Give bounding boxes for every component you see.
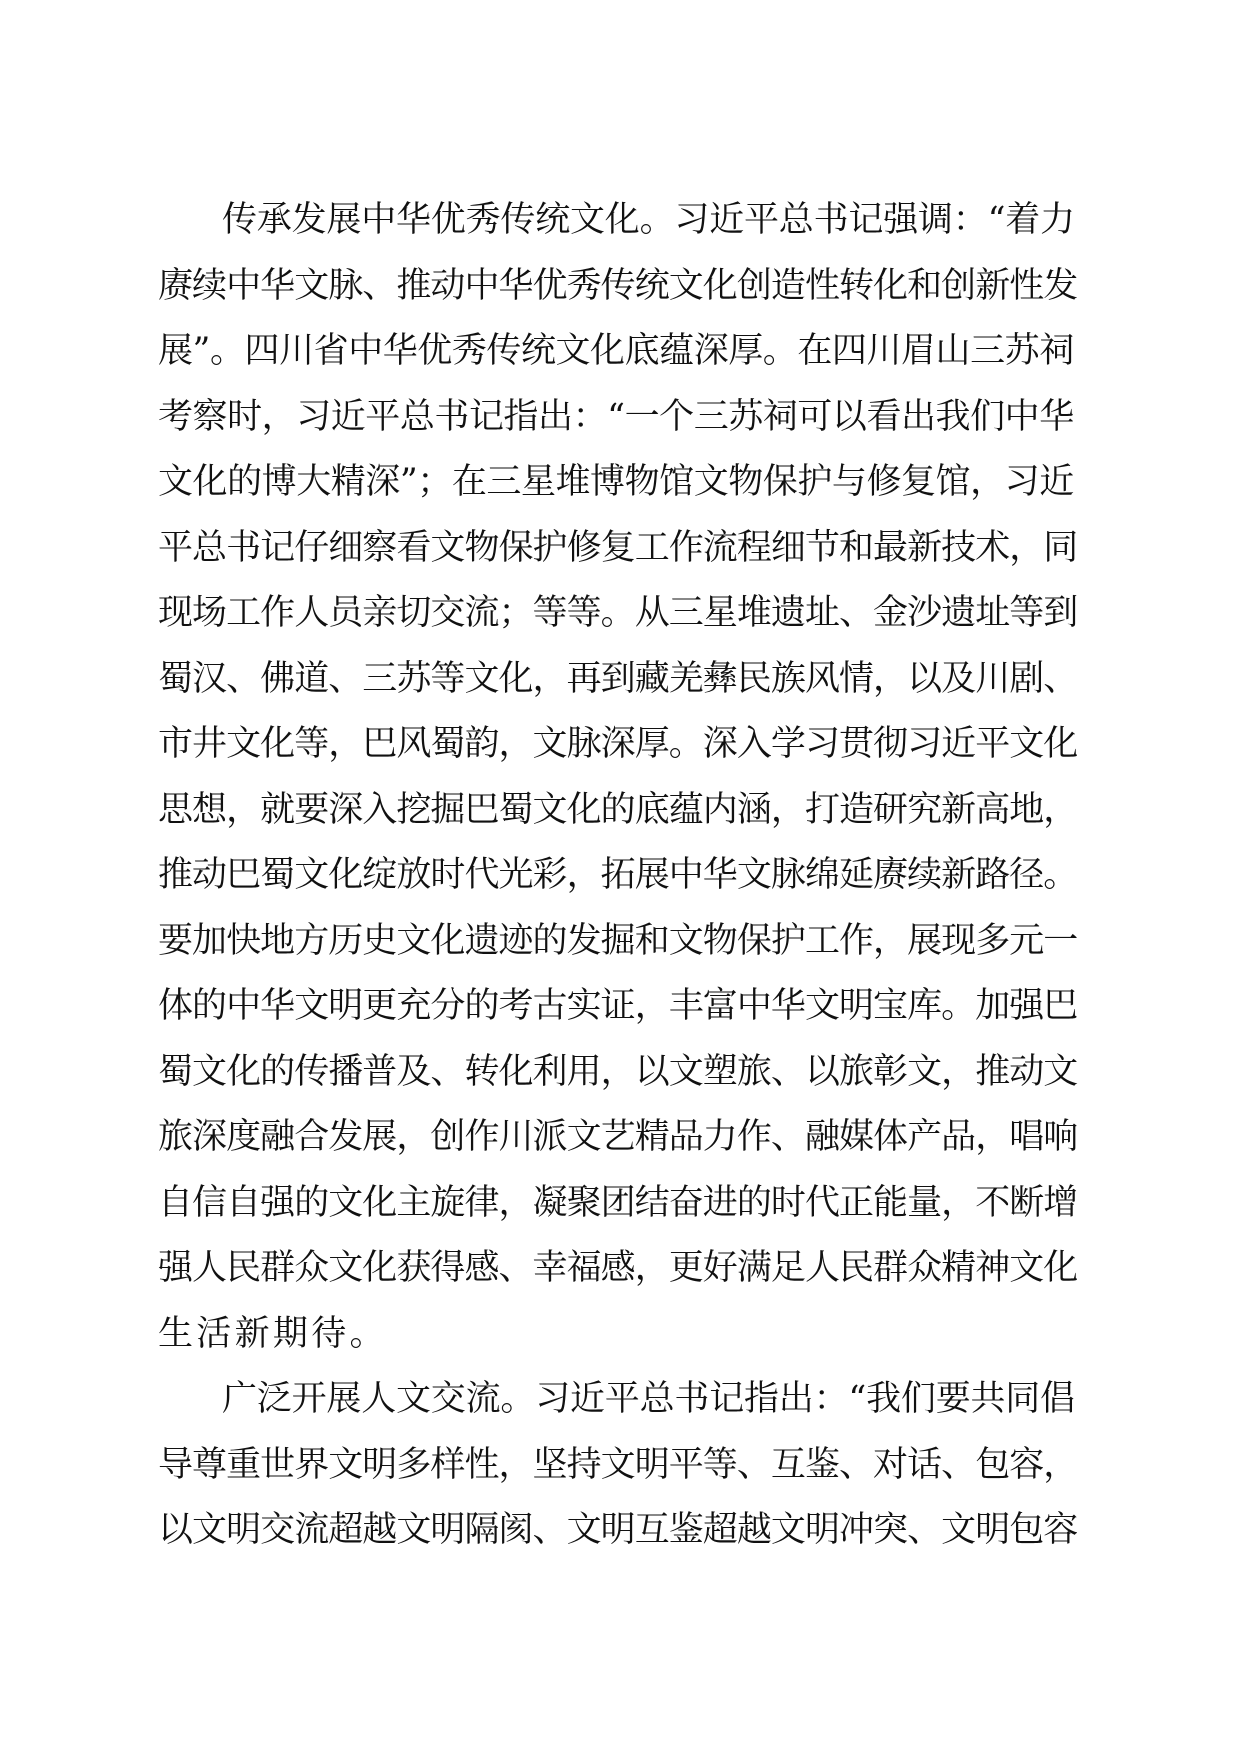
text-line: 传承发展中华优秀传统文化。习近平总书记强调：“着力 (222, 200, 1075, 240)
text-line: 现场工作人员亲切交流；等等。从三星堆遗址、金沙遗址等到 (158, 593, 1078, 633)
text-line: 强人民群众文化获得感、幸福感，更好满足人民群众精神文化 (158, 1248, 1078, 1288)
body-text (158, 188, 1080, 1564)
text-line: 以文明交流超越文明隔阂、文明互鉴超越文明冲突、文明包容 (158, 1510, 1078, 1550)
text-line: 旅深度融合发展，创作川派文艺精品力作、融媒体产品，唱响 (158, 1117, 1078, 1157)
text-line: 广泛开展人文交流。习近平总书记指出：“我们要共同倡 (222, 1379, 1075, 1419)
paragraph-culture-heritage (158, 188, 1080, 1367)
text-line: 展”。四川省中华优秀传统文化底蕴深厚。在四川眉山三苏祠 (158, 331, 1074, 371)
text-line: 生活新期待。 (158, 1313, 388, 1354)
text-line: 赓续中华文脉、推动中华优秀传统文化创造性转化和创新性发 (158, 265, 1078, 306)
text-line: 思想，就要深入挖掘巴蜀文化的底蕴内涵，打造研究新高地， (158, 789, 1078, 830)
text-line: 导尊重世界文明多样性，坚持文明平等、互鉴、对话、包容， (158, 1444, 1078, 1485)
paragraph-cultural-exchange (158, 1367, 1080, 1564)
text-line: 蜀文化的传播普及、转化利用，以文塑旅、以旅彰文，推动文 (158, 1051, 1078, 1092)
text-line: 自信自强的文化主旋律，凝聚团结奋进的时代正能量，不断增 (158, 1182, 1078, 1223)
text-line: 要加快地方历史文化遗迹的发掘和文物保护工作，展现多元一 (158, 920, 1078, 961)
text-line: 推动巴蜀文化绽放时代光彩，拓展中华文脉绵延赓续新路径。 (158, 855, 1078, 895)
text-line: 考察时，习近平总书记指出：“一个三苏祠可以看出我们中华 (158, 396, 1074, 437)
text-line: 体的中华文明更充分的考古实证，丰富中华文明宝库。加强巴 (158, 986, 1078, 1026)
text-line: 蜀汉、佛道、三苏等文化，再到藏羌彝民族风情，以及川剧、 (158, 658, 1078, 699)
text-line: 市井文化等，巴风蜀韵，文脉深厚。深入学习贯彻习近平文化 (158, 724, 1078, 764)
text-line: 平总书记仔细察看文物保护修复工作流程细节和最新技术，同 (158, 527, 1078, 568)
text-line: 文化的博大精深”；在三星堆博物馆文物保护与修复馆，习近 (158, 462, 1074, 502)
